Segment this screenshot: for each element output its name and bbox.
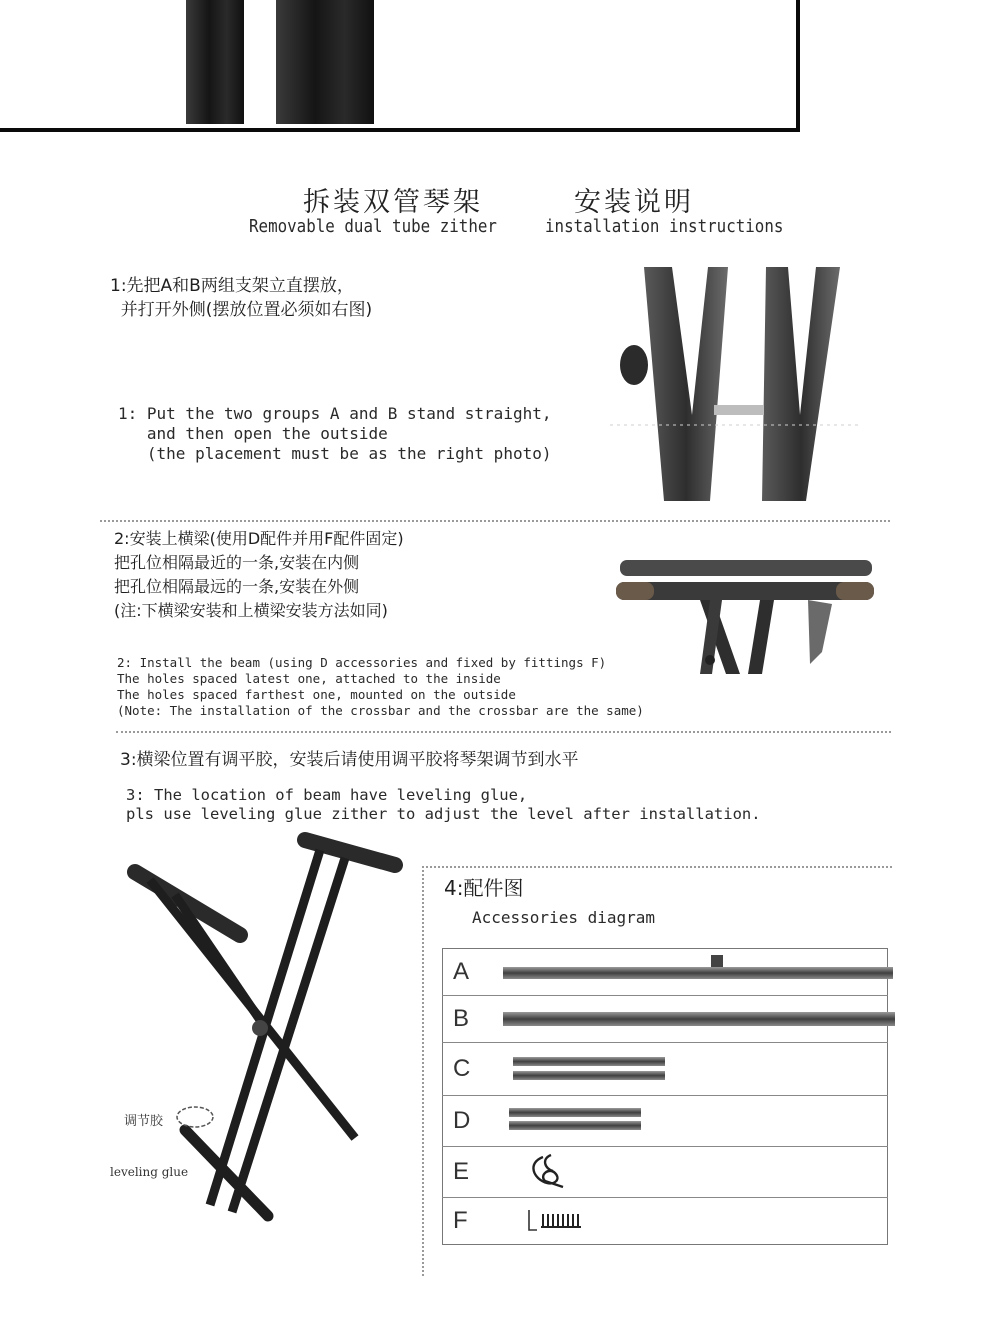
divider-vertical	[422, 866, 424, 1276]
stand-leg-right	[276, 0, 374, 124]
accessory-letter: E	[443, 1147, 492, 1198]
accessories-table	[442, 948, 888, 1245]
step2-cn-line: 2:安装上横梁(使用D配件并用F配件固定)	[114, 529, 404, 548]
long-tube-with-knob-icon	[503, 967, 893, 979]
step1-en-text	[118, 404, 551, 464]
divider	[100, 520, 890, 522]
step2-photo	[610, 552, 880, 677]
step2-cn-line: 把孔位相隔最远的一条,安装在外侧	[114, 577, 360, 596]
step1-en-line: (the placement must be as the right photo)	[118, 444, 552, 463]
upper-beam	[620, 560, 872, 576]
accessory-image-f	[491, 1198, 888, 1245]
spring-clip-icon	[525, 1153, 575, 1191]
accessory-row	[443, 949, 888, 996]
step3-cn-text: 3:横梁位置有调平胶，安装后请使用调平胶将琴架调节到水平	[120, 750, 579, 770]
step2-cn-line: (注:下横梁安装和上横梁安装方法如同)	[114, 601, 388, 620]
accessory-image-d	[491, 1096, 888, 1147]
accessory-row	[443, 1198, 888, 1245]
step1-photo	[610, 265, 860, 505]
step1-en-line: 1: Put the two groups A and B stand straight,	[118, 404, 552, 423]
crossbar-long-icon	[513, 1057, 665, 1066]
title-en-right: installation instructions	[545, 216, 784, 237]
accessory-image-c	[491, 1043, 888, 1096]
accessory-row	[443, 1043, 888, 1096]
accessory-row	[443, 1147, 888, 1198]
knob-icon	[711, 955, 723, 967]
long-tube-icon	[503, 1012, 895, 1026]
divider	[422, 866, 892, 868]
step1-cn-line: 并打开外侧(摆放位置必须如右图)	[110, 300, 373, 320]
frame-a	[644, 267, 728, 501]
lower-beam	[616, 582, 874, 600]
accessory-row	[443, 996, 888, 1043]
step3-en-line: 3: The location of beam have leveling glue,	[126, 786, 528, 804]
stand-leg-left	[186, 0, 244, 124]
frame-b	[762, 267, 840, 501]
knob-icon	[620, 345, 648, 385]
step2-cn-text	[114, 527, 404, 623]
accessory-letter: C	[443, 1043, 492, 1096]
crossbar-short-icon	[509, 1121, 641, 1130]
step3-en-text	[126, 786, 761, 824]
title-cn-right: 安装说明	[574, 187, 694, 218]
bolt-icon	[714, 405, 764, 415]
step2-en-line: The holes spaced latest one, attached to the inside	[117, 671, 501, 686]
accessory-letter: D	[443, 1096, 492, 1147]
accessory-letter: A	[453, 958, 470, 985]
step2-cn-line: 把孔位相隔最近的一条,安装在内侧	[114, 553, 360, 572]
step1-en-line: and then open the outside	[118, 424, 388, 443]
leveling-glue-cn-label: 调节胶	[124, 1114, 164, 1129]
step1-cn-line: 1:先把A和B两组支架立直摆放，	[110, 276, 354, 296]
accessory-letter: B	[443, 996, 492, 1043]
step3-en-line: pls use leveling glue zither to adjust the level after installation.	[126, 805, 761, 823]
step1-cn-text	[110, 274, 372, 322]
title-cn-left: 拆装双管琴架	[303, 187, 483, 218]
hinge-icon	[252, 1020, 268, 1036]
step2-en-text	[117, 655, 644, 719]
leveling-glue-en-label: leveling glue	[110, 1165, 189, 1179]
crossbar-long-icon	[513, 1071, 665, 1080]
step2-en-line: (Note: The installation of the crossbar and the crossbar are the same)	[117, 703, 644, 718]
divider	[116, 731, 891, 733]
top-photo-frame	[0, 0, 800, 132]
screws-set-icon	[527, 1208, 587, 1234]
step2-en-line: The holes spaced farthest one, mounted on the outside	[117, 687, 516, 702]
accessory-image-a	[491, 949, 888, 996]
crossbar-short-icon	[509, 1108, 641, 1117]
accessory-image-b	[491, 996, 888, 1043]
step2-en-line: 2: Install the beam (using D accessories and fixed by fittings F)	[117, 655, 607, 670]
title-en-left: Removable dual tube zither	[249, 216, 497, 237]
step4-title-cn: 4:配件图	[444, 876, 524, 900]
step4-title-en: Accessories diagram	[472, 908, 656, 927]
accessory-row	[443, 1096, 888, 1147]
accessory-image-e	[491, 1147, 888, 1198]
accessory-letter: F	[443, 1198, 492, 1245]
